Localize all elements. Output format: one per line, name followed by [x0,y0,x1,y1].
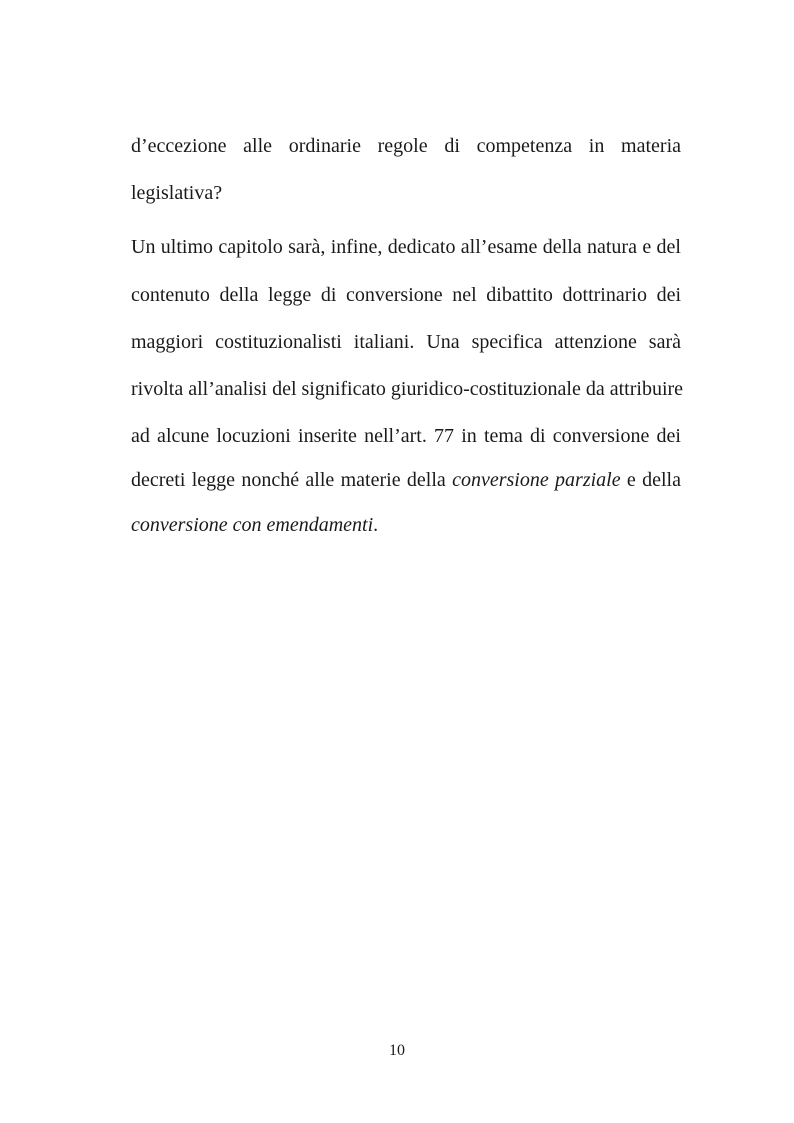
paragraph-first-line: Un ultimo capitolo sarà, infine, dedicato all’esame della natura e del [131,236,681,258]
text-line [131,468,681,492]
text-line [131,513,681,537]
text-line: maggiori costituzionalisti italiani. Una specifica attenzione sarà [131,331,681,353]
text-segment: e della [620,469,681,491]
text-segment: decreti legge nonché alle materie della [131,469,453,491]
text-line: d’eccezione alle ordinarie regole di competenza in materia [131,135,681,157]
text-line: ad alcune locuzioni inserite nell’art. 77 in tema di conversione dei [131,425,681,447]
text-line: rivolta all’analisi del significato giuridico-costituzionale da attribuire [131,378,684,400]
text-segment: . [373,514,379,536]
italic-term: conversione con emendamenti [131,514,374,536]
page-number: 10 [389,1042,405,1059]
italic-term: conversione parziale [452,469,621,491]
text-line: legislativa? [131,182,223,204]
text-line: contenuto della legge di conversione nel dibattito dottrinario dei [131,284,681,306]
